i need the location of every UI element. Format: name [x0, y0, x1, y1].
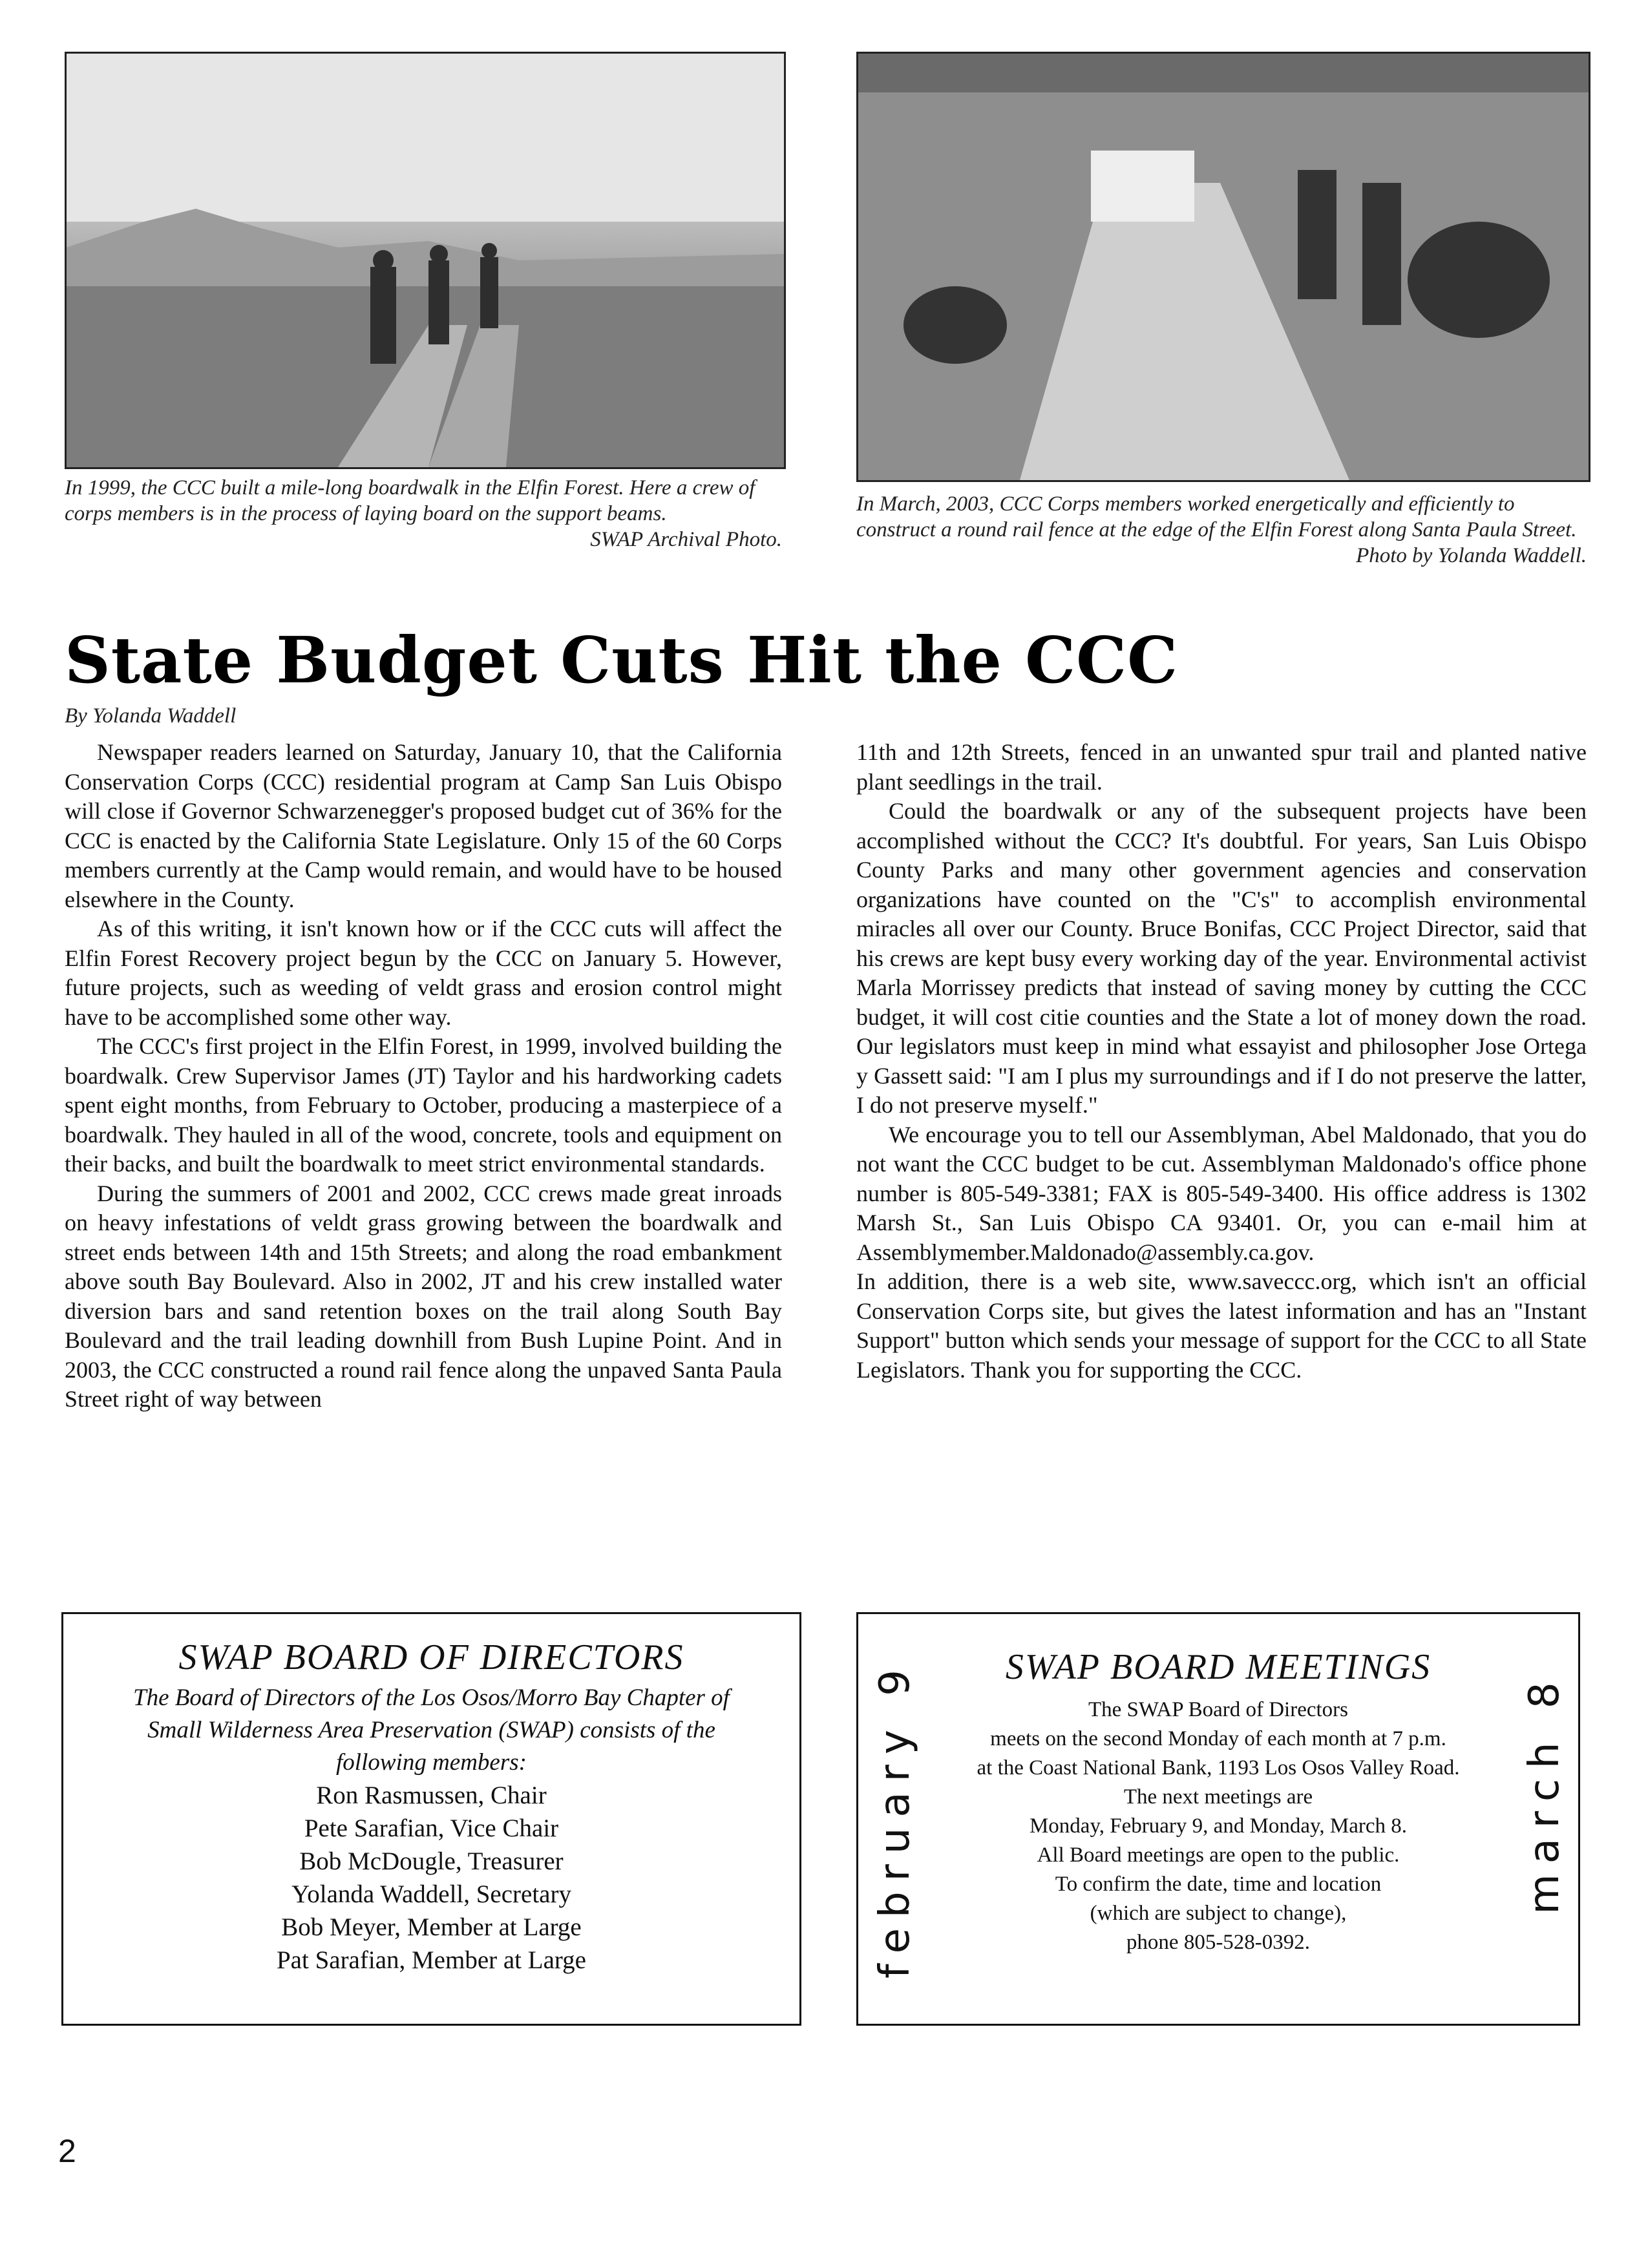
photo-credit: Photo by Yolanda Waddell.	[1356, 544, 1587, 567]
article-paragraph: During the summers of 2001 and 2002, CCC crews made great inroads on heavy infestations of veldt grass growing between the boardwalk and street ends between 14th and 15th Streets; and along the road embankment above south Bay Boulevard. Also in 2002, JT and his crew installed water diversion bars and sand retention boxes on the trail along South Bay Boulevard and the trail leading downhill from Bush Lupine Point. And in 2003, the CCC constructed a round rail fence along the unpaved Santa Paula Street right of way between	[65, 1180, 782, 1412]
photo-credit: SWAP Archival Photo.	[590, 528, 782, 551]
article-paragraph: In addition, there is a web site, www.saveccc.org, which isn't an official Conservation Corps site, but gives the latest information and has an "Instant Support" button which sends your message of support for the CCC to all State Legislators. Thank you for supporting the CCC.	[856, 1268, 1587, 1383]
article-paragraph: As of this writing, it isn't known how or if the CCC cuts will affect the Elfin Forest Recovery project begun by the CCC on January 5. However, future projects, such as weeding of veldt grass and erosion control might have to be accomplished some other way.	[65, 916, 782, 1030]
side-label-march: march 8	[1521, 1672, 1569, 1915]
boardwalk-photo	[65, 52, 786, 469]
member-list-item: Bob Meyer, Member at Large	[281, 1913, 582, 1941]
caption-text: In March, 2003, CCC Corps members worked energetically and efficiently to construct a round rail fence at the edge of the Elfin Forest along Santa Paula Street.	[856, 492, 1577, 541]
meeting-info-line: All Board meetings are open to the public.	[1037, 1843, 1400, 1867]
member-list-item: Bob McDougle, Treasurer	[299, 1847, 564, 1875]
fence-photo	[856, 52, 1590, 482]
article-paragraph: We encourage you to tell our Assemblyman, Abel Maldonado, that you do not want the CCC budget to be cut. Assemblyman Maldonado's office phone number is 805-549-3381; FAX is 805-549-3400. His office address is 1302 Marsh St., San Luis Obispo CA 93401. Or, you can e-mail him at Assemblymember.Maldonado@assembly.ca.gov.	[856, 1121, 1587, 1265]
article-paragraph: Newspaper readers learned on Saturday, January 10, that the California Conservation Corps (CCC) residential program at Camp San Luis Obispo will close if Governor Schwarzenegger's proposed budget cut of 36% for the CCC is enacted by the California State Legislature. Only 15 of the 60 Corps members currently at the Camp would remain, and would have to be housed elsewhere in the County.	[65, 739, 782, 912]
meeting-info-line: meets on the second Monday of each month at 7 p.m.	[990, 1727, 1446, 1750]
member-list-item: Ron Rasmussen, Chair	[316, 1781, 547, 1809]
article-paragraph: 11th and 12th Streets, fenced in an unwanted spur trail and planted native plant seedlings in the trail.	[856, 739, 1587, 795]
member-list-item: Pat Sarafian, Member at Large	[276, 1946, 586, 1974]
caption-text: In 1999, the CCC built a mile-long boardwalk in the Elfin Forest. Here a crew of corps members is in the process of laying board on the support beams.	[65, 476, 755, 525]
article-column-1	[65, 738, 782, 1414]
meeting-info-line: (which are subject to change),	[1090, 1902, 1347, 1925]
article-headline: State Budget Cuts Hit the CCC	[65, 624, 1179, 698]
meeting-info-line: at the Coast National Bank, 1193 Los Osos Valley Road.	[977, 1756, 1460, 1780]
meeting-info-line: Monday, February 9, and Monday, March 8.	[1029, 1814, 1408, 1838]
meetings-title: SWAP BOARD MEETINGS	[1005, 1647, 1431, 1687]
meeting-info-line: phone 805-528-0392.	[1126, 1931, 1311, 1954]
fence-photo-caption	[856, 491, 1587, 569]
meeting-info-line: The next meetings are	[1123, 1785, 1313, 1809]
directors-intro: The Board of Directors of the Los Osos/Morro Bay Chapter of Small Wilderness Area Preservation (SWAP) consists of the following members:	[133, 1685, 730, 1776]
page-number: 2	[58, 2133, 76, 2169]
board-meetings-box	[856, 1612, 1580, 2026]
meeting-info-line: The SWAP Board of Directors	[1088, 1698, 1349, 1721]
meeting-info-line: To confirm the date, time and location	[1055, 1873, 1382, 1896]
article-byline: By Yolanda Waddell	[65, 704, 237, 728]
article-paragraph: The CCC's first project in the Elfin Forest, in 1999, involved building the boardwalk. Crew Supervisor James (JT) Taylor and his hardworking cadets spent eight months, from February to October, producing a masterpiece of a boardwalk. They hauled in all of the wood, concrete, tools and equipment on their backs, and built the boardwalk to meet strict environmental standards.	[65, 1033, 782, 1177]
member-list-item: Yolanda Waddell, Secretary	[291, 1880, 571, 1908]
boardwalk-photo-caption	[65, 475, 782, 552]
directors-title: SWAP BOARD OF DIRECTORS	[178, 1637, 684, 1677]
board-of-directors-box	[61, 1612, 801, 2026]
side-label-february: february 9	[871, 1659, 919, 1979]
article-column-2	[856, 738, 1587, 1385]
article-paragraph: Could the boardwalk or any of the subsequent projects have been accomplished without the CCC? It's doubtful. For years, San Luis Obispo County Parks and many other government agencies and conservation organizations have counted on the "C's" to accomplish environmental miracles all over our County. Bruce Bonifas, CCC Project Director, said that his crews are kept busy every working day of the year. Environmental activist Marla Morrissey predicts that instead of saving money by cutting the CCC budget, it will cost citie counties and the State a lot of money down the road. Our legislators must keep in mind what essayist and philosopher Jose Ortega y Gassett said: "I am I plus my surroundings and if I do not preserve the latter, I do not preserve myself."	[856, 798, 1587, 1118]
member-list-item: Pete Sarafian, Vice Chair	[304, 1814, 559, 1842]
